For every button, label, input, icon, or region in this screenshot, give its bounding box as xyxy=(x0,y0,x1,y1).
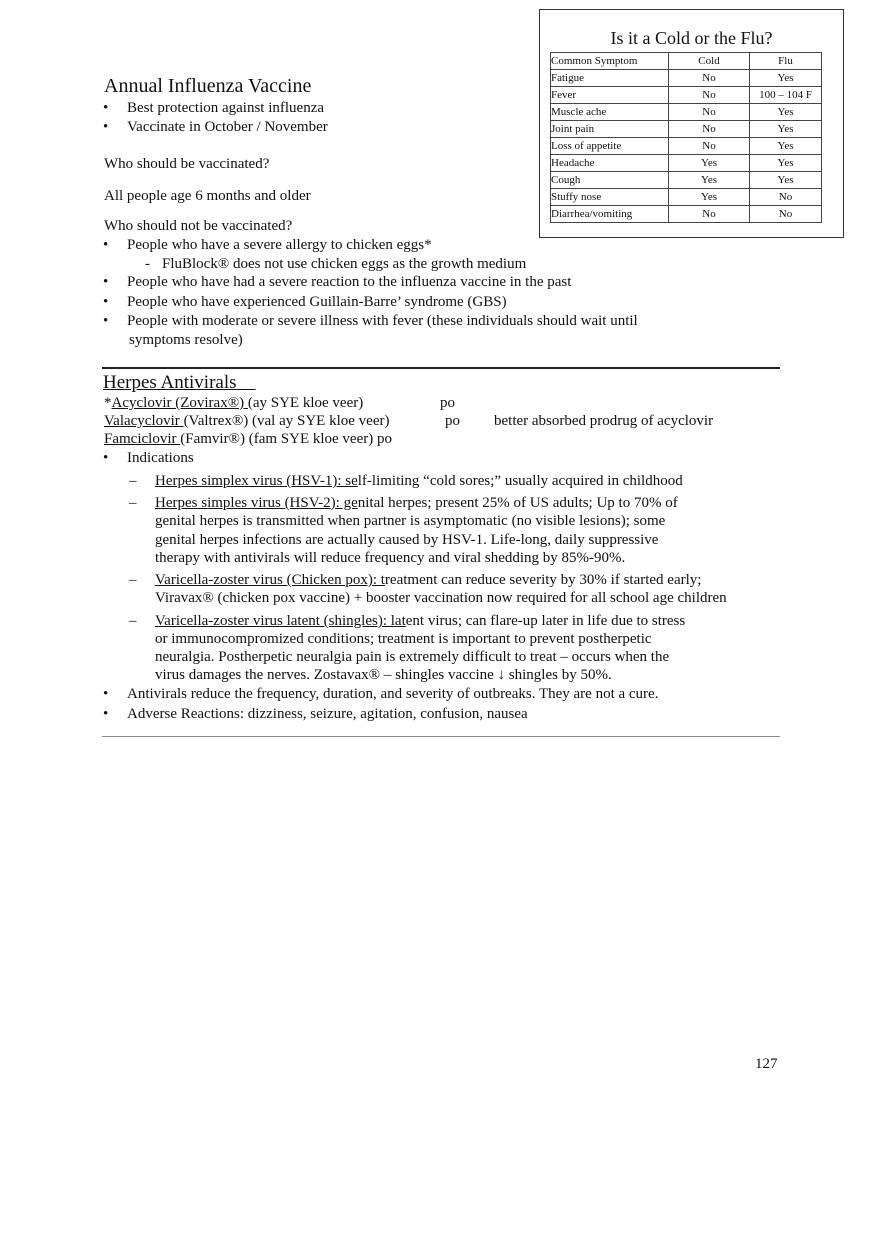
not-vaccinate-illness: People with moderate or severe illness with fever (these individuals should wait until xyxy=(127,313,638,329)
bullet: • xyxy=(103,100,109,116)
who-not-heading: Who should not be vaccinated? xyxy=(104,218,293,234)
flu-cell: No xyxy=(750,189,822,206)
symptom-cell: Loss of appetite xyxy=(551,138,669,155)
bullet: • xyxy=(103,274,109,290)
indication-hsv2-line2: genital herpes is transmitted when partner is asymptomatic (no visible lesions); some xyxy=(155,513,666,529)
route-acyclovir: po xyxy=(440,395,455,411)
table-row xyxy=(551,138,822,155)
bullet: • xyxy=(103,119,109,135)
influenza-bullet-timing: Vaccinate in October / November xyxy=(127,119,328,135)
symptom-cell: Joint pain xyxy=(551,121,669,138)
table-row xyxy=(551,87,822,104)
not-vaccinate-illness-cont: symptoms resolve) xyxy=(129,332,243,348)
dash: – xyxy=(129,572,137,588)
table-row xyxy=(551,155,822,172)
valacyclovir-note: better absorbed prodrug of acyclovir xyxy=(494,413,714,429)
table-row xyxy=(551,172,822,189)
cold-flu-box xyxy=(539,9,844,238)
symptom-cell: Headache xyxy=(551,155,669,172)
indications-label: Indications xyxy=(127,450,194,466)
sub-dash: - xyxy=(145,256,150,272)
drug-valacyclovir-name: Valacyclovir xyxy=(104,413,184,429)
symptom-cell: Diarrhea/vomiting xyxy=(551,206,669,223)
cold-cell: No xyxy=(669,121,750,138)
indication-chickenpox: Varicella-zoster virus (Chicken pox): treatment can reduce severity by 30% if started early; xyxy=(155,572,702,588)
cold-cell: Yes xyxy=(669,189,750,206)
adverse-reactions: Adverse Reactions: dizziness, seizure, agitation, confusion, nausea xyxy=(127,706,528,722)
influenza-bullet-protection: Best protection against influenza xyxy=(127,100,325,116)
flu-cell: Yes xyxy=(750,138,822,155)
table-row xyxy=(551,206,822,223)
drug-famciclovir-name: Famciclovir xyxy=(104,431,181,447)
bullet: • xyxy=(103,686,109,702)
bottom-divider xyxy=(102,736,780,737)
dash: – xyxy=(129,473,137,489)
section-divider xyxy=(102,367,780,369)
cold-cell: No xyxy=(669,104,750,121)
table-row xyxy=(551,70,822,87)
flu-cell: No xyxy=(750,206,822,223)
flu-cell: Yes xyxy=(750,104,822,121)
symptom-cell: Stuffy nose xyxy=(551,189,669,206)
symptom-cell: Muscle ache xyxy=(551,104,669,121)
symptom-cell: Fatigue xyxy=(551,70,669,87)
bullet: • xyxy=(103,450,109,466)
table-row xyxy=(551,104,822,121)
cold-cell: No xyxy=(669,70,750,87)
bullet: • xyxy=(103,294,109,310)
drug-famciclovir: Famciclovir (Famvir®) (fam SYE kloe veer) po xyxy=(104,431,392,447)
dash: – xyxy=(129,613,137,629)
page-number: 127 xyxy=(755,1056,778,1072)
not-vaccinate-prior-reaction: People who have had a severe reaction to the influenza vaccine in the past xyxy=(127,274,572,290)
table-row xyxy=(551,121,822,138)
drug-valacyclovir: Valacyclovir (Valtrex®) (val ay SYE kloe veer) xyxy=(104,413,390,429)
bullet: • xyxy=(103,706,109,722)
cold-cell: No xyxy=(669,206,750,223)
symptom-cell: Cough xyxy=(551,172,669,189)
cold-cell: No xyxy=(669,87,750,104)
flu-cell: Yes xyxy=(750,121,822,138)
indication-shingles-line4: virus damages the nerves. Zostavax® – shingles vaccine ↓ shingles by 50%. xyxy=(155,667,612,683)
all-people-text: All people age 6 months and older xyxy=(104,188,311,204)
indication-shingles-line2: or immunocompromized conditions; treatment is important to prevent postherpetic xyxy=(155,631,652,647)
bullet: • xyxy=(103,313,109,329)
flu-cell: Yes xyxy=(750,172,822,189)
flu-cell: Yes xyxy=(750,70,822,87)
cold-flu-title: Is it a Cold or the Flu? xyxy=(610,28,773,48)
header-symptom: Common Symptom xyxy=(551,53,669,70)
dash: – xyxy=(129,495,137,511)
who-should-heading: Who should be vaccinated? xyxy=(104,156,270,172)
not-vaccinate-egg-allergy: People who have a severe allergy to chicken eggs* xyxy=(127,237,432,253)
route-valacyclovir: po xyxy=(445,413,460,429)
influenza-heading: Annual Influenza Vaccine xyxy=(104,75,312,97)
flublock-note: FluBlock® does not use chicken eggs as the growth medium xyxy=(162,256,527,272)
drug-acyclovir-name: Acyclovir (Zovirax®) xyxy=(111,395,248,411)
indication-shingles: Varicella-zoster virus latent (shingles): latent virus; can flare-up later in life due to stress xyxy=(155,613,686,629)
indication-hsv1: Herpes simplex virus (HSV-1): self-limiting “cold sores;” usually acquired in childhood xyxy=(155,473,683,489)
table-header-row xyxy=(551,53,822,70)
indication-shingles-line3: neuralgia. Postherpetic neuralgia pain is extremely difficult to treat – occurs when the xyxy=(155,649,670,665)
indication-hsv2-line4: therapy with antivirals will reduce frequency and viral shedding by 85%-90%. xyxy=(155,550,626,566)
flu-cell: 100 – 104 F xyxy=(750,87,822,104)
flu-cell: Yes xyxy=(750,155,822,172)
indication-chickenpox-line2: Viravax® (chicken pox vaccine) + booster vaccination now required for all school age children xyxy=(155,590,727,606)
indication-hsv2: Herpes simples virus (HSV-2): genital herpes; present 25% of US adults; Up to 70% of xyxy=(155,495,678,511)
not-vaccinate-gbs: People who have experienced Guillain-Barre’ syndrome (GBS) xyxy=(127,294,507,310)
herpes-heading: Herpes Antivirals xyxy=(103,372,237,393)
drug-acyclovir: *Acyclovir (Zovirax®) (ay SYE kloe veer) xyxy=(104,395,364,411)
cold-cell: Yes xyxy=(669,172,750,189)
symptom-table xyxy=(550,52,822,223)
table-row xyxy=(551,189,822,206)
symptom-cell: Fever xyxy=(551,87,669,104)
antivirals-reduce: Antivirals reduce the frequency, duration, and severity of outbreaks. They are not a cure. xyxy=(127,686,659,702)
bullet: • xyxy=(103,237,109,253)
cold-cell: No xyxy=(669,138,750,155)
indication-hsv2-line3: genital herpes infections are actually caused by HSV-1. Life-long, daily suppressive xyxy=(155,532,659,548)
header-flu: Flu xyxy=(750,53,822,70)
cold-cell: Yes xyxy=(669,155,750,172)
header-cold: Cold xyxy=(669,53,750,70)
